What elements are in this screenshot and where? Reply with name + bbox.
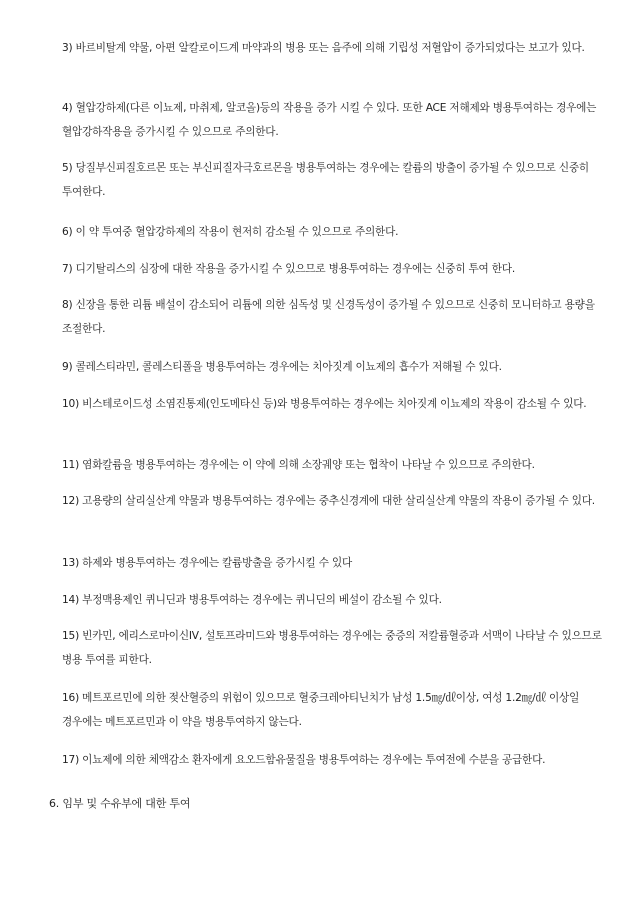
list-item: 10) 비스테로이드성 소염진통제(인도메타신 등)와 병용투여하는 경우에는 치아짓계 이뇨제의 작용이 감소될 수 있다.: [62, 398, 587, 410]
list-item: 14) 부정맥용제인 퀴니딘과 병용투여하는 경우에는 퀴니딘의 베설이 감소될 수 있다.: [62, 594, 442, 606]
list-item: 5) 당질부신피질호르몬 또는 부신피질자극호르몬을 병용투여하는 경우에는 칼륨의 방출이 증가될 수 있으므로 신중히 투여한다.: [62, 162, 589, 198]
list-item: 6) 이 약 투여중 혈압강하제의 작용이 현저히 감소될 수 있으므로 주의한다.: [62, 226, 399, 238]
list-item: 8) 신장을 통한 리튬 배설이 감소되어 리튬에 의한 심독성 및 신경독성이 증가될 수 있으므로 신중히 모니터하고 용량을 조절한다.: [62, 299, 595, 335]
section-heading: 6. 임부 및 수유부에 대한 투여: [49, 797, 191, 810]
list-item: 13) 하제와 병용투여하는 경우에는 칼륨방출을 증가시킬 수 있다: [62, 557, 353, 569]
list-item: 3) 바르비탈계 약물, 아편 알칼로이드계 마약과의 병용 또는 음주에 의해 기립성 저혈압이 증가되었다는 보고가 있다.: [62, 42, 585, 54]
list-item: 16) 메트포르민에 의한 젖산혈증의 위험이 있으므로 혈중크레아티닌치가 남성 1.5㎎/㎗이상, 여성 1.2㎎/㎗ 이상일 경우에는 메트포르민과 이 약을 병용투여하지 않는다.: [62, 692, 580, 728]
list-item: 15) 빈카민, 에리스로마이신IV, 설토프라미드와 병용투여하는 경우에는 중증의 저칼륨혈증과 서맥이 나타날 수 있으므로 병용 투여를 피한다.: [62, 630, 602, 666]
list-item: 9) 콜레스티라민, 콜레스티폴을 병용투여하는 경우에는 치아짓계 이뇨제의 흡수가 저해될 수 있다.: [62, 361, 502, 373]
list-item: 17) 이뇨제에 의한 체액감소 환자에게 요오드함유물질을 병용투여하는 경우에는 투여전에 수분을 공급한다.: [62, 754, 546, 766]
list-item: 11) 염화칼륨을 병용투여하는 경우에는 이 약에 의해 소장궤양 또는 협착이 나타날 수 있으므로 주의한다.: [62, 459, 535, 471]
list-item: 4) 혈압강하제(다른 이뇨제, 마취제, 알코올)등의 작용을 증가 시킬 수 있다. 또한 ACE 저해제와 병용투여하는 경우에는 혈압강하작용을 증가시킬 수 있으므로 주의한다.: [62, 102, 597, 138]
list-item: 7) 디기탈리스의 심장에 대한 작용을 증가시킬 수 있으므로 병용투여하는 경우에는 신중히 투여 한다.: [62, 263, 515, 275]
list-item: 12) 고용량의 살리실산계 약물과 병용투여하는 경우에는 중추신경계에 대한 살리실산계 약물의 작용이 증가될 수 있다.: [62, 495, 595, 507]
